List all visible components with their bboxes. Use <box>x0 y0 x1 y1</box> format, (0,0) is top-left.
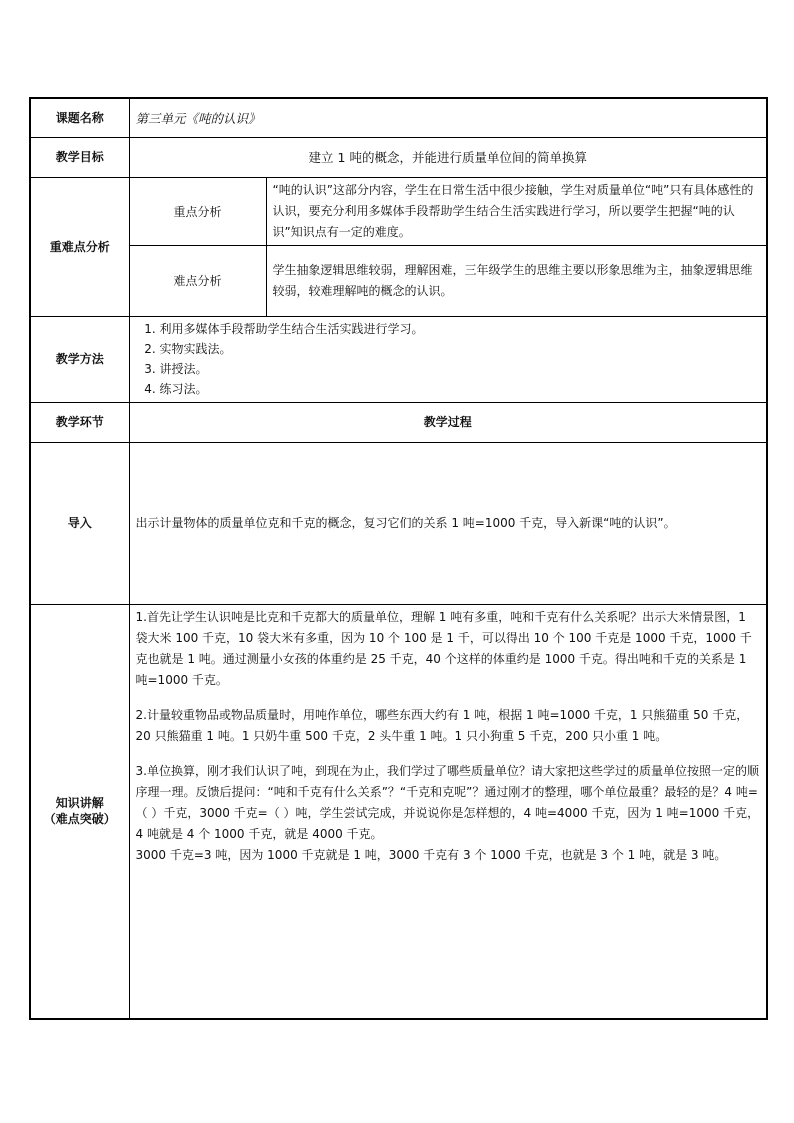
knowledge-label-sub: （难点突破） <box>43 812 116 827</box>
row-intro <box>30 442 767 604</box>
key-analysis-text: “吨的认识”这部分内容，学生在日常生活中很少接触，学生对质量单位“吨”只有具体感性的认识，要充分利用多媒体手段帮助学生结合生活实践进行学习，所以要学生把握“吨的认识”知识点有一定的难度。 <box>266 177 767 245</box>
difficulty-analysis-label: 难点分析 <box>129 245 266 316</box>
course-title: 第三单元《吨的认识》 <box>129 98 767 137</box>
methods-cell <box>129 316 767 402</box>
knowledge-label-main: 知识讲解 <box>55 796 104 811</box>
stage-header: 教学环节 <box>30 402 129 442</box>
method-item: 3. 讲授法。 <box>160 359 767 379</box>
methods-list <box>130 319 767 399</box>
method-item: 4. 练习法。 <box>160 379 767 399</box>
key-analysis-label: 重点分析 <box>129 177 266 245</box>
lesson-plan-table <box>29 97 768 1020</box>
goal-label: 教学目标 <box>30 137 129 177</box>
knowledge-text-cell <box>129 604 767 1019</box>
method-item: 2. 实物实践法。 <box>160 339 767 359</box>
row-header <box>30 402 767 442</box>
method-item: 1. 利用多媒体手段帮助学生结合生活实践进行学习。 <box>160 319 767 339</box>
goal-text: 建立 1 吨的概念，并能进行质量单位间的简单换算 <box>129 137 767 177</box>
knowledge-label <box>30 604 129 1019</box>
course-label: 课题名称 <box>30 98 129 137</box>
knowledge-paragraph-2: 2.计量较重物品或物品质量时，用吨作单位，哪些东西大约有 1 吨，根据 1 吨=1000 千克，1 只熊猫重 50 千克，20 只熊猫重 1 吨。1 只奶牛重 500 千克，2 头牛重 1 吨。1 只小狗重 5 千克，200 只小重 1 吨。 <box>135 707 749 743</box>
intro-text: 出示计量物体的质量单位克和千克的概念，复习它们的关系 1 吨=1000 千克，导入新课“吨的认识”。 <box>129 442 767 604</box>
row-course <box>30 98 767 137</box>
row-key-analysis <box>30 177 767 245</box>
difficulty-analysis-text: 学生抽象逻辑思维较弱，理解困难，三年级学生的思维主要以形象思维为主，抽象逻辑思维较弱，较难理解吨的概念的认识。 <box>266 245 767 316</box>
process-header: 教学过程 <box>129 402 767 442</box>
knowledge-paragraph-4: 3000 千克=3 吨，因为 1000 千克就是 1 吨，3000 千克有 3 个 1000 千克，也就是 3 个 1 吨，就是 3 吨。 <box>135 847 727 862</box>
intro-label: 导入 <box>30 442 129 604</box>
row-goal <box>30 137 767 177</box>
row-methods <box>30 316 767 402</box>
analysis-label: 重难点分析 <box>30 177 129 316</box>
row-difficulty-analysis <box>30 245 767 316</box>
knowledge-paragraph-1: 1.首先让学生认识吨是比克和千克都大的质量单位，理解 1 吨有多重，吨和千克有什么关系呢？出示大米情景图，1 袋大米 100 千克，10 袋大米有多重，因为 10 个 100 是 1 千，可以得出 10 个 100 千克是 1000 千克，1000 千克也就是 1 吨。通过测量小女孩的体重约是 25 千克，40 个这样的体重约是 1000 千克。得出吨和千克的关系是 1 吨=1000 千克。 <box>135 609 752 687</box>
knowledge-paragraph-3: 3.单位换算，刚才我们认识了吨，到现在为止，我们学过了哪些质量单位？请大家把这些学过的质量单位按照一定的顺序理一理。反馈后提问：“吨和千克有什么关系”？“千克和克呢”？通过刚才的整理，哪个单位最重？最轻的是？4 吨=（ ）千克，3000 千克=（ ）吨，学生尝试完成，并说说你是怎样想的，4 吨=4000 千克，因为 1 吨=1000 千克，4 吨就是 4 个 1000 千克，就是 4000 千克。 <box>135 763 760 841</box>
methods-label: 教学方法 <box>30 316 129 402</box>
row-knowledge <box>30 604 767 1019</box>
